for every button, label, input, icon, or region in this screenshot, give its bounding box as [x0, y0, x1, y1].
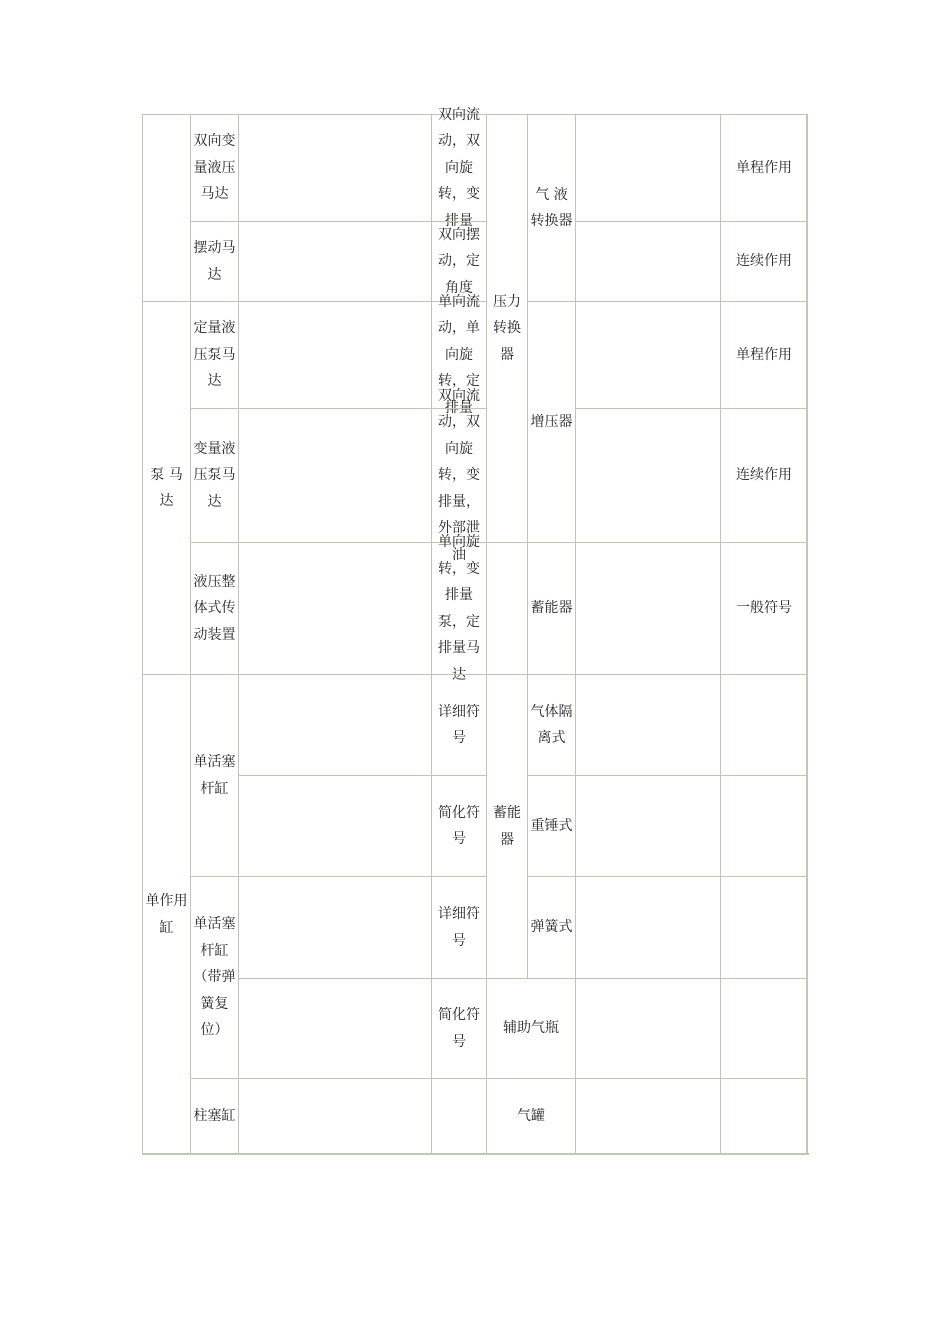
desc-cell-empty — [720, 978, 808, 1079]
name-cell — [190, 674, 239, 877]
symbol-cell — [238, 221, 432, 302]
name-text: 气 液转换器 — [530, 186, 573, 229]
desc-cell-empty — [720, 674, 808, 776]
table-frame-right — [806, 114, 808, 1155]
group-text: 泵 马达 — [150, 466, 183, 509]
name-text: 液压整体式传动装置 — [193, 573, 236, 643]
desc-cell — [431, 387, 487, 563]
desc-cell — [431, 876, 487, 979]
group-cell — [486, 114, 528, 543]
desc-text: 单向旋转，变排量泵，定排量马达 — [438, 534, 480, 683]
name-cell — [190, 1078, 239, 1155]
name-cell — [527, 876, 576, 979]
desc-cell — [720, 221, 808, 302]
desc-cell — [431, 978, 487, 1079]
name-text: 双向变量液压马达 — [193, 133, 236, 203]
group-cell-empty — [142, 114, 191, 302]
symbol-cell — [575, 542, 721, 675]
group-text: 单作用缸 — [145, 893, 188, 936]
name-cell — [527, 114, 576, 302]
group-cell — [142, 674, 191, 1155]
desc-text: 单程作用 — [736, 159, 792, 176]
desc-cell — [720, 114, 808, 222]
symbol-cell — [238, 1078, 432, 1155]
desc-cell-empty — [720, 876, 808, 979]
desc-cell — [720, 408, 808, 543]
name-text: 重锤式 — [530, 817, 573, 834]
desc-text: 单程作用 — [736, 346, 792, 363]
name-cell-wide — [486, 978, 576, 1079]
name-cell — [190, 408, 239, 543]
name-cell — [190, 114, 239, 222]
symbol-cell — [575, 114, 721, 222]
group-cell — [142, 301, 191, 675]
desc-text: 双向流动，双向旋转，变排量 — [438, 106, 480, 229]
desc-text: 一般符号 — [736, 600, 792, 617]
desc-cell-empty — [720, 1078, 808, 1155]
name-text: 气体隔离式 — [530, 703, 573, 746]
desc-text: 双向摆动，定角度 — [438, 226, 480, 296]
symbol-cell — [238, 674, 432, 776]
desc-text: 连续作用 — [736, 467, 792, 484]
symbol-cell — [238, 301, 432, 409]
name-text: 弹簧式 — [530, 919, 573, 936]
name-cell — [527, 542, 576, 675]
group-text: 压力转换器 — [493, 293, 521, 363]
name-text: 气罐 — [517, 1108, 545, 1125]
desc-cell — [720, 301, 808, 409]
name-cell — [190, 542, 239, 675]
symbol-cell — [238, 408, 432, 543]
name-text: 摆动马达 — [193, 240, 236, 283]
desc-text: 详细符号 — [438, 906, 480, 949]
name-text: 单活塞杆缸（带弹簧复位） — [193, 916, 236, 1039]
name-cell — [527, 775, 576, 877]
name-cell — [190, 301, 239, 409]
desc-text: 简化符号 — [438, 1007, 480, 1050]
name-cell — [190, 221, 239, 302]
symbol-cell — [238, 876, 432, 979]
group-text: 蓄能器 — [493, 805, 521, 848]
name-text: 增压器 — [530, 413, 573, 430]
name-text: 单活塞杆缸 — [193, 754, 236, 797]
symbol-cell — [575, 301, 721, 409]
name-cell — [527, 674, 576, 776]
group-cell-empty — [486, 542, 528, 675]
desc-cell — [431, 106, 487, 229]
name-cell-wide — [486, 1078, 576, 1155]
desc-text: 详细符号 — [438, 703, 480, 746]
desc-cell — [720, 542, 808, 675]
symbol-cell — [238, 775, 432, 877]
symbol-cell — [575, 978, 721, 1079]
desc-cell-empty — [720, 775, 808, 877]
name-text: 变量液压泵马达 — [193, 440, 236, 510]
desc-text: 双向流动，双向旋转，变排量，外部泄油 — [438, 387, 480, 563]
symbol-cell — [575, 408, 721, 543]
desc-text: 单向流动，单向旋转，定排量 — [438, 293, 480, 416]
desc-text: 连续作用 — [736, 253, 792, 270]
symbol-cell — [575, 876, 721, 979]
desc-text: 简化符号 — [438, 804, 480, 847]
name-text: 蓄能器 — [530, 600, 573, 617]
desc-cell-empty — [431, 1078, 487, 1155]
name-cell — [190, 876, 239, 1079]
symbol-table — [142, 106, 809, 1155]
symbol-cell — [575, 674, 721, 776]
symbol-cell — [575, 221, 721, 302]
name-text: 柱塞缸 — [193, 1108, 236, 1125]
symbol-cell — [238, 978, 432, 1079]
symbol-cell — [575, 1078, 721, 1155]
desc-cell — [431, 775, 487, 877]
symbol-cell — [238, 542, 432, 675]
name-text: 辅助气瓶 — [503, 1020, 559, 1037]
name-text: 定量液压泵马达 — [193, 320, 236, 390]
symbol-cell — [238, 114, 432, 222]
table-frame-bottom — [142, 1153, 809, 1155]
desc-cell — [431, 534, 487, 683]
name-cell — [527, 301, 576, 543]
desc-cell — [431, 674, 487, 776]
symbol-cell — [575, 775, 721, 877]
group-cell — [486, 674, 528, 979]
